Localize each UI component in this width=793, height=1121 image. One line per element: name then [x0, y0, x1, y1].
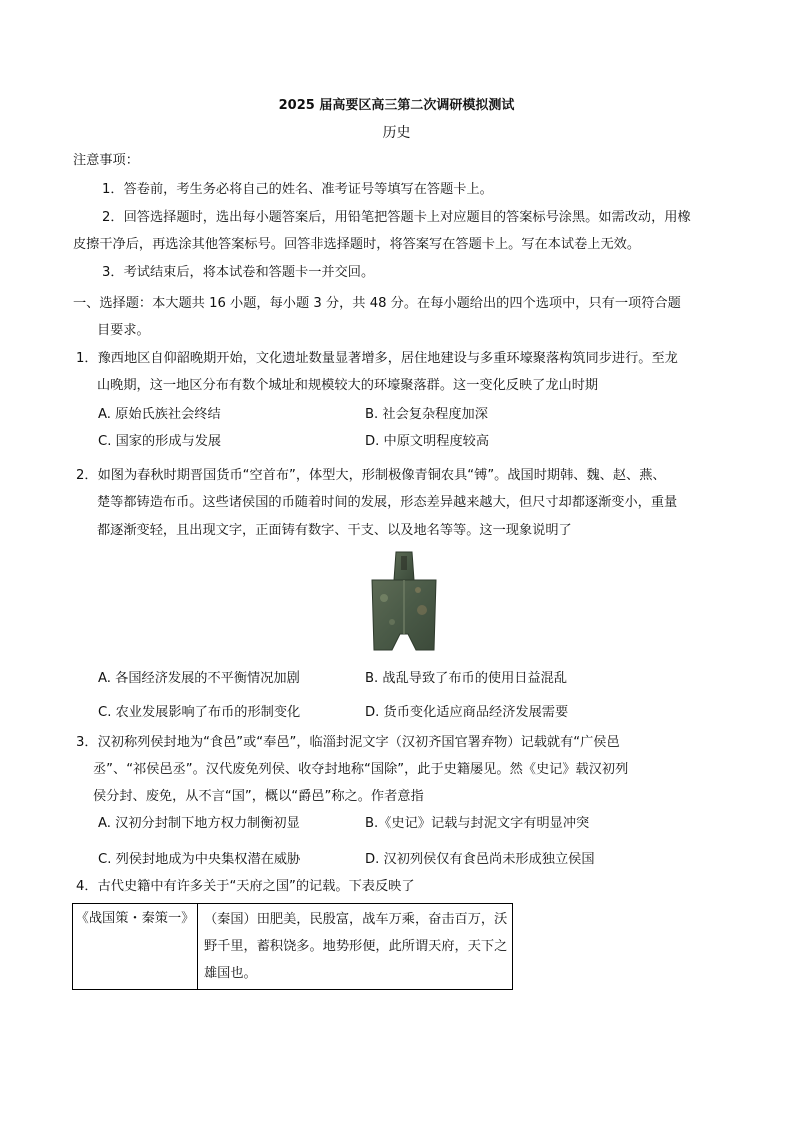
q2-option-c: C. 农业发展影响了布币的形制变化 — [98, 705, 301, 720]
q1-stem-line2: 山晚期，这一地区分布有数个城址和规模较大的环壕聚落群。这一变化反映了龙山时期 — [97, 378, 599, 393]
spade-coin-image — [362, 550, 446, 660]
notice-item-3: 3．考试结束后，将本试卷和答题卡一并交回。 — [102, 265, 375, 280]
q4-stem: 4．古代史籍中有许多关于“天府之国”的记载。下表反映了 — [76, 879, 415, 894]
q3-option-b: B.《史记》记载与封泥文字有明显冲突 — [365, 816, 590, 831]
q1-stem-line1: 1．豫西地区自仰韶晚期开始，文化遗址数量显著增多，居住地建设与多重环壕聚落构筑同步进行。至龙 — [76, 351, 678, 366]
q2-option-b: B. 战乱导致了布币的使用日益混乱 — [365, 671, 568, 686]
q2-stem-line3: 都逐渐变轻，且出现文字，正面铸有数字、干支、以及地名等等。这一现象说明了 — [97, 523, 572, 538]
q1-option-b: B. 社会复杂程度加深 — [365, 407, 488, 422]
q3-option-c: C. 列侯封地成为中央集权潜在威胁 — [98, 852, 301, 867]
q2-stem-line1: 2．如图为春秋时期晋国货币“空首布”，体型大，形制极像青铜农具“镈”。战国时期韩、魏、赵、燕、 — [76, 468, 666, 483]
q3-option-d: D. 汉初列侯仅有食邑尚未形成独立侯国 — [365, 852, 595, 867]
q1-option-a: A. 原始氏族社会终结 — [98, 407, 221, 422]
notice-item-2-line1: 2．回答选择题时，选出每小题答案后，用铅笔把答题卡上对应题目的答案标号涂黑。如需改动，用橡 — [102, 210, 691, 225]
subject-title: 历史 — [382, 125, 411, 141]
q3-stem-line3: 侯分封、废免，从不言“国”，概以“爵邑”称之。作者意指 — [93, 789, 424, 804]
q1-option-d: D. 中原文明程度较高 — [365, 434, 490, 449]
q3-stem-line2: 丞”、“祁侯邑丞”。汉代废免列侯、收夺封地称“国除”，此于史籍屡见。然《史记》载汉初列 — [93, 762, 629, 777]
section-heading-line1: 一、选择题：本大题共 16 小题，每小题 3 分，共 48 分。在每小题给出的四个选项中，只有一项符合题 — [73, 296, 681, 311]
q2-stem-line2: 楚等都铸造布币。这些诸侯国的币随着时间的发展，形态差异越来越大，但尺寸却都逐渐变小，重量 — [97, 495, 678, 510]
q2-option-d: D. 货币变化适应商品经济发展需要 — [365, 705, 569, 720]
q1-option-c: C. 国家的形成与发展 — [98, 434, 222, 449]
notice-item-2-line2: 皮擦干净后，再选涂其他答案标号。回答非选择题时，将答案写在答题卡上。写在本试卷上无效。 — [73, 237, 641, 252]
q3-option-a: A. 汉初分封制下地方权力制衡初显 — [98, 816, 300, 831]
notice-heading: 注意事项： — [73, 153, 139, 168]
q4-source-table — [72, 903, 513, 990]
notice-item-1: 1．答卷前，考生务必将自己的姓名、准考证号等填写在答题卡上。 — [102, 182, 493, 197]
section-heading-line2: 目要求。 — [97, 323, 150, 338]
q4-text-cell: （秦国）田肥美，民殷富，战车万乘，奋击百万，沃野千里，蓄积饶多。地势形便，此所谓天府，天下之雄国也。 — [198, 904, 513, 990]
q2-option-a: A. 各国经济发展的不平衡情况加剧 — [98, 671, 300, 686]
q4-source-cell: 《战国策・秦策一》 — [73, 904, 198, 990]
exam-title: 2025 届高要区高三第二次调研模拟测试 — [278, 98, 515, 113]
q3-stem-line1: 3．汉初称列侯封地为“食邑”或“奉邑”，临淄封泥文字（汉初齐国官署弃物）记载就有“广侯邑 — [76, 735, 620, 750]
